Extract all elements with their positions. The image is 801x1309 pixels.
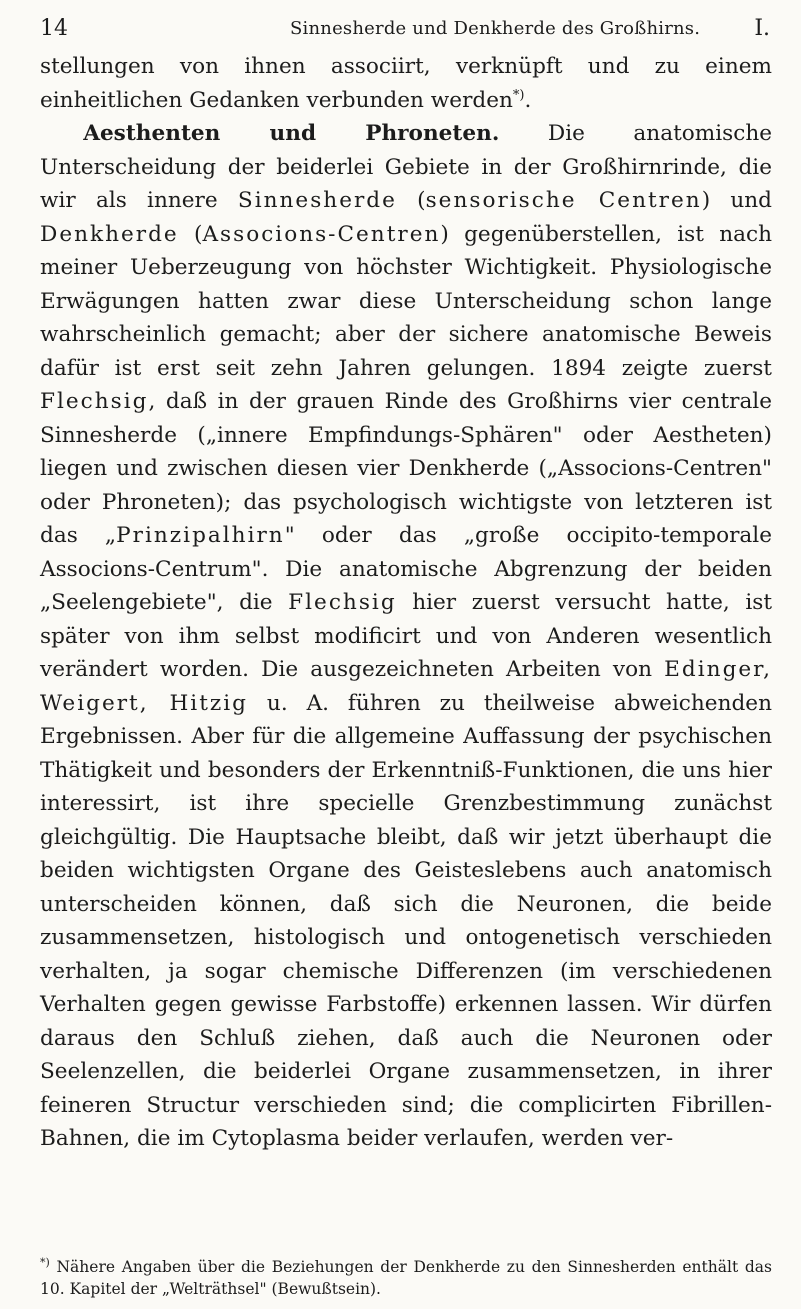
term-sensorische-centren: sensorische Centren [425, 188, 702, 213]
name-flechsig: Flechsig [40, 389, 149, 414]
footnote-text: Nähere Angaben über die Beziehungen der Denkherde zu den Sinnesherden enthält das 10. Kapitel der „Welträthsel" (Bewußtsein). [40, 1258, 772, 1298]
names-edinger-weigert-hitzig: Edinger, Weigert, Hitzig [40, 657, 772, 716]
footnote-mark: *) [40, 1255, 50, 1269]
term-associons-centren: Associons-Centren [202, 221, 441, 247]
name-flechsig-2: Flechsig [288, 590, 397, 615]
chapter-number: I. [754, 16, 770, 41]
paragraph-1: stellungen von ihnen associirt, verknüpft und zu einem einheitlichen Gedanken verbunden werden*). [40, 54, 772, 113]
term-denkherde: Denkherde [40, 221, 179, 247]
body-text [40, 50, 772, 1156]
running-head [40, 10, 770, 42]
footnote [40, 1256, 772, 1300]
term-sinnesherde: Sinnesherde [237, 188, 397, 213]
footnote-reference: *) [512, 87, 525, 103]
section-lead-heading: Aesthenten und Phroneten. [83, 121, 500, 146]
running-title: Sinnesherde und Denkherde des Großhirns. [290, 18, 701, 39]
page-number: 14 [40, 16, 68, 41]
paragraph-2: Aesthenten und Phroneten. Die anatomische Unterscheidung der beiderlei Gebiete in der Großhirnrinde, die wir als innere Sinnesherde (sensorische Centren) und Denkherde (Associons-Centren) gegenüberstellen, ist nach meiner Ueberzeugung von höchster Wichtigkeit. Physiologische Erwägungen hatten zwar diese Unterscheidung schon lange wahrscheinlich gemacht; aber der sichere anatomische Beweis dafür ist erst seit zehn Jahren gelungen. 1894 zeigte zuerst Flechsig, daß in der grauen Rinde des Großhirns vier centrale Sinnesherde („innere Empfindungs-Sphären" oder Aestheten) liegen und zwischen diesen vier Denkherde („Associons-Centren" oder Phroneten); das psychologisch wichtigste von letzteren ist das „Prinzipalhirn" oder das „große occipito-temporale Associons-Centrum". Die anatomische Abgrenzung der beiden „Seelengebiete", die Flechsig hier zuerst versucht hatte, ist später von ihm selbst modificirt und von Anderen wesentlich verändert worden. Die ausgezeichneten Arbeiten von Edinger, Weigert, Hitzig u. A. führen zu theilweise abweichenden Ergebnissen. Aber für die allgemeine Auffassung der psychischen Thätigkeit und besonders der Erkenntniß-Funktionen, die uns hier interessirt, ist ihre specielle Grenzbestimmung zunächst gleichgültig. Die Hauptsache bleibt, daß wir jetzt überhaupt die beiden wichtigsten Organe des Geisteslebens auch anatomisch unterscheiden können, daß sich die Neuronen, die beide zusammensetzen, histologisch und ontogenetisch verschieden verhalten, ja sogar chemische Differenzen (im verschiedenen Verhalten gegen gewisse Farbstoffe) erkennen lassen. Wir dürfen daraus den Schluß ziehen, daß auch die Neuronen oder Seelenzellen, die beiderlei Organe zusammensetzen, in ihrer feineren Structur verschieden sind; die complicirten Fibrillen-Bahnen, die im Cytoplasma beider verlaufen, werden ver- [40, 121, 772, 1151]
term-prinzipalhirn: Prinzipalhirn [116, 523, 285, 548]
